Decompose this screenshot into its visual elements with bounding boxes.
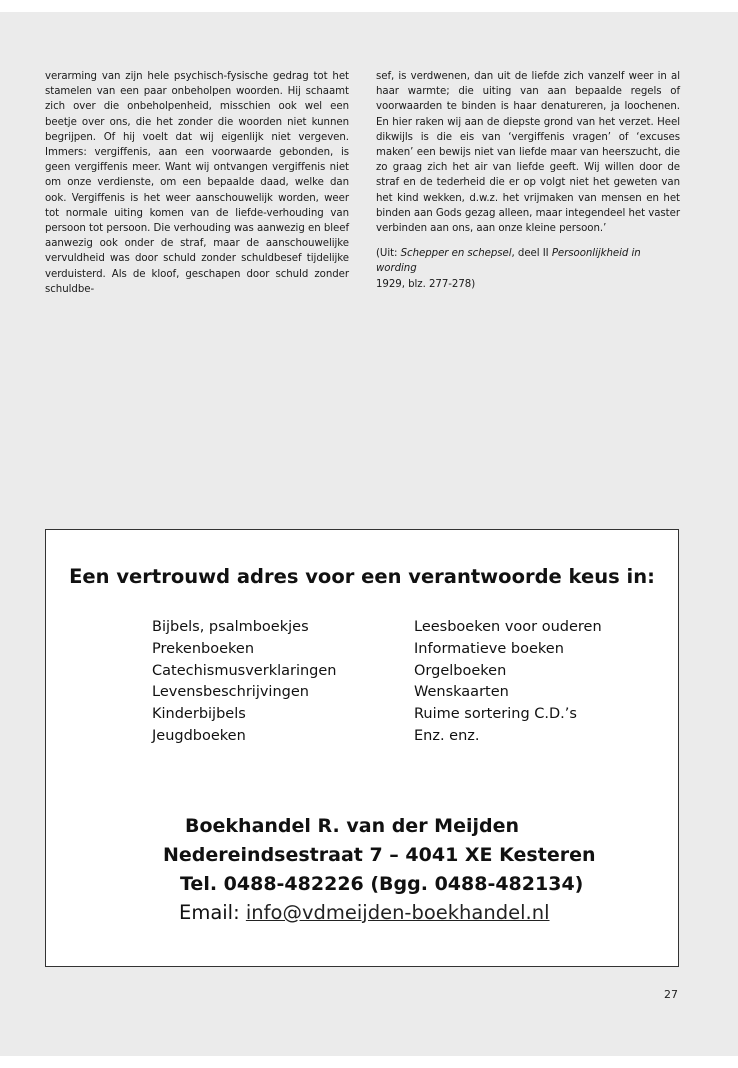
list-item: Bijbels, psalmboekjes xyxy=(152,619,309,635)
shop-phone: Tel. 0488-482226 (Bgg. 0488-482134) xyxy=(180,873,584,895)
source-subtitle: Persoonlijkheid in wording xyxy=(376,248,641,275)
list-item: Jeugdboeken xyxy=(152,727,246,744)
list-item: Orgelboeken xyxy=(414,662,507,679)
list-item: Ruime sortering C.D.’s xyxy=(414,706,577,723)
list-item: Levensbeschrijvingen xyxy=(152,684,309,701)
article-left-text: verarming van zijn hele psychisch-fysische gedrag tot het stamelen van een paar onbeholpen woorden. Hij schaamt zich over die onbeholpenheid, misschien ook wel een beetje over ons, die het zonder die woorden niet kunnen begrijpen. Of hij voelt dat wij eigenlijk niet vergeven. Immers: vergiffenis, aan een voorwaarde gebonden, is geen vergiffenis meer. Want wij ontvangen vergiffenis niet om onze verdienste, om een bepaalde daad, welke dan ook. Vergiffenis is het weer aanschouwelijk worden, weer tot normale uiting komen van de liefde-verhouding van persoon tot persoon. Die verhouding was aanwezig en bleef aanwezig ook onder de straf, maar de aanschouwelijke vervuldheid was door schuld zonder schuldbesef tijdelijke verduisterd. Als de kloof, geschapen door schuld zonder schuldbe- xyxy=(45,71,349,295)
page xyxy=(0,12,738,1056)
article-left-column xyxy=(45,69,349,297)
list-item: Leesboeken voor ouderen xyxy=(414,619,602,635)
ad-list-left xyxy=(152,617,337,748)
source-prefix: (Uit: xyxy=(376,248,401,260)
list-item: Wenskaarten xyxy=(414,684,509,701)
email-link[interactable]: info@vdmeijden-boekhandel.nl xyxy=(245,901,550,924)
source-title: Schepper en schepsel xyxy=(400,248,512,260)
list-item: Informatieve boeken xyxy=(414,640,564,657)
list-item: Catechismusverklaringen xyxy=(152,662,337,679)
bookshop-advertisement xyxy=(45,529,679,967)
ad-heading: Een vertrouwd adres voor een verantwoorde keus in: xyxy=(69,565,655,588)
ad-list-right xyxy=(414,617,602,748)
shop-address: Nedereindsestraat 7 – 4041 XE Kesteren xyxy=(163,844,596,866)
list-item: Kinderbijbels xyxy=(152,706,246,723)
list-item: Enz. enz. xyxy=(414,727,480,744)
email-label: Email: xyxy=(179,901,246,924)
source-middle: , deel II xyxy=(511,248,552,260)
shop-email-line xyxy=(179,901,678,924)
article-right-column xyxy=(376,69,680,292)
list-item: Prekenboeken xyxy=(152,640,255,657)
article-right-text: sef, is verdwenen, dan uit de liefde zich vanzelf weer in al haar warmte; die uiting van aan bepaalde regels of voorwaarden te binden is haar denatureren, ja loochenen. En hier raken wij aan de diepste grond van het verzet. Heel dikwijls is die eis van ‘vergiffenis vragen’ of ‘excuses maken’ een bewijs niet van liefde maar van heerszucht, die zo graag zich het air van liefde geeft. Wij willen door de straf en de tederheid die er op volgt niet het geweten van het kind wekken, d.w.z. het vrijmaken van mensen en het binden aan Gods gezag alleen, maar integendeel het vaster verbinden aan ons, aan onze kleine persoon.’ xyxy=(376,71,680,235)
source-suffix: 1929, blz. 277-278) xyxy=(376,278,476,290)
page-number: 27 xyxy=(664,988,678,1001)
shop-name: Boekhandel R. van der Meijden xyxy=(185,815,520,837)
source-citation xyxy=(376,246,680,292)
